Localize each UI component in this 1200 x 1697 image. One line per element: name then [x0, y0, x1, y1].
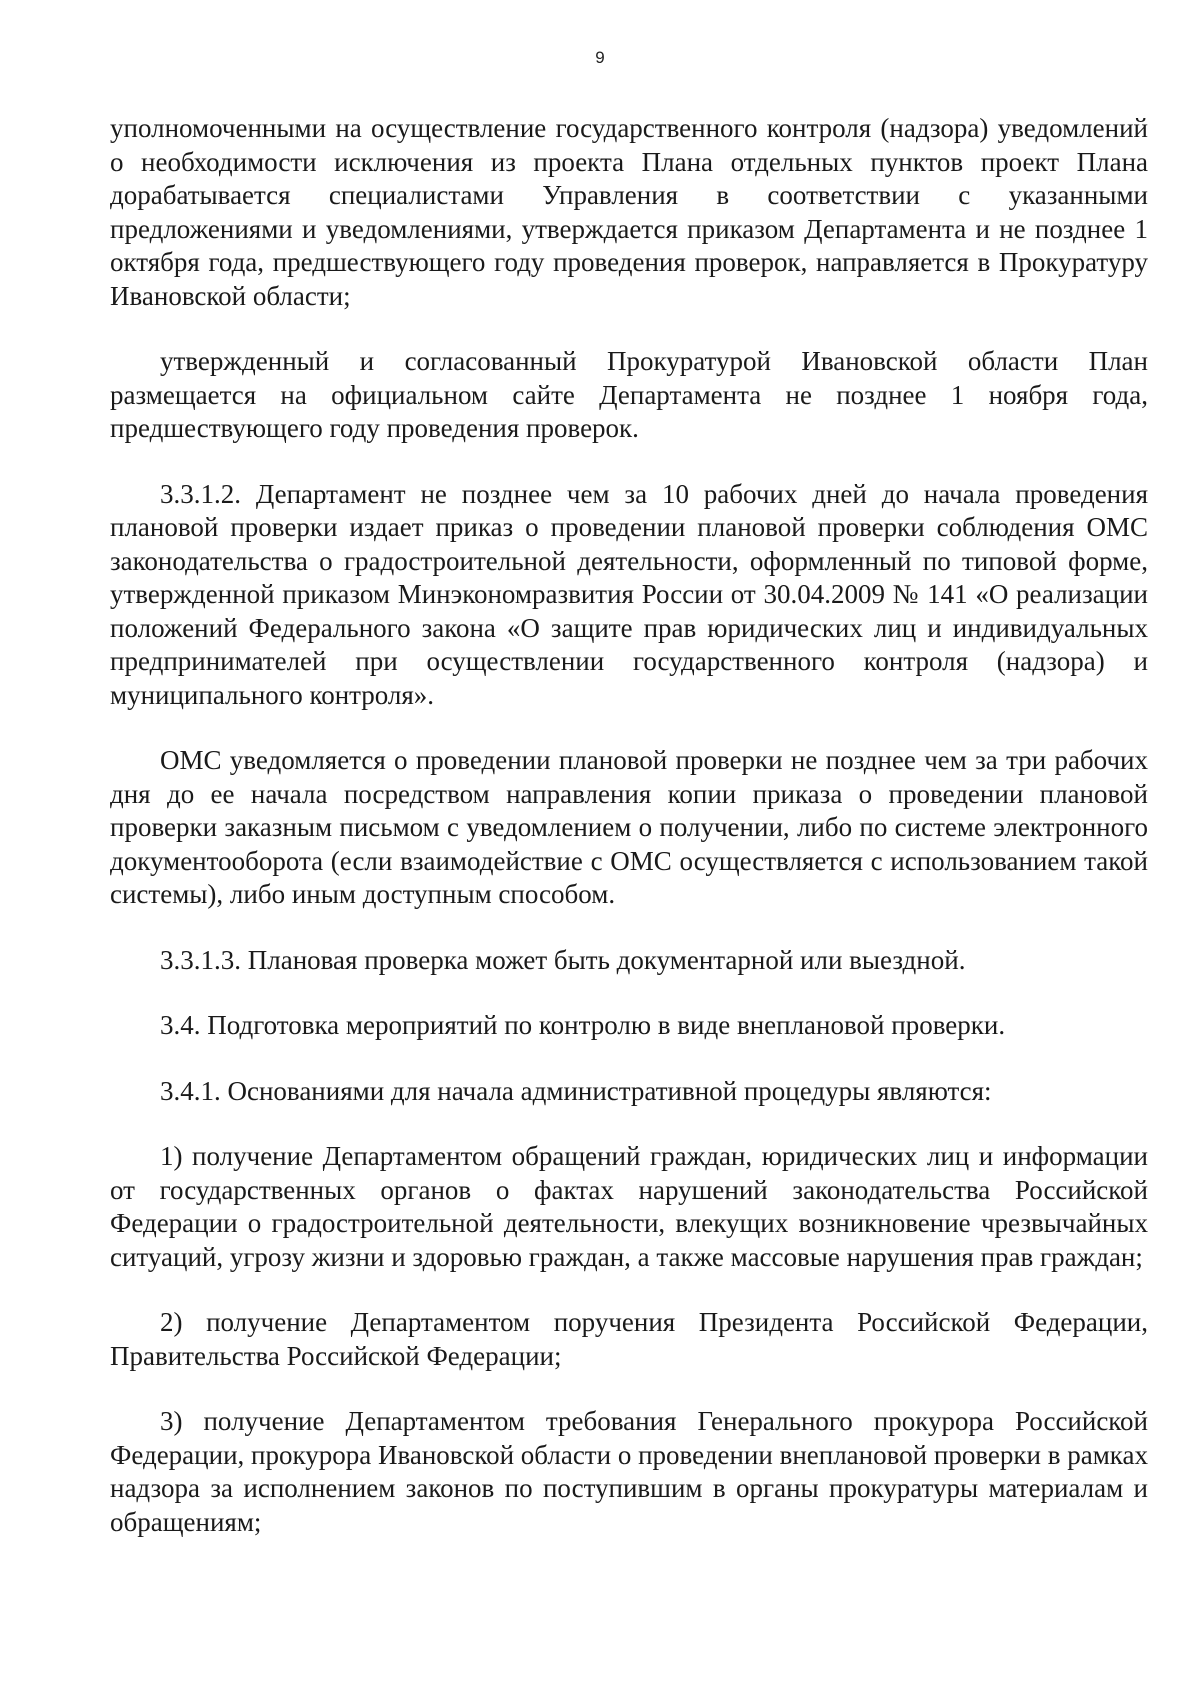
- list-item-3: 3) получение Департаментом требования Генерального прокурора Российской Федерации, прокурора Ивановской области о проведении внеплановой проверки в рамках надзора за исполнением законов по поступившим в органы прокуратуры материалам и обращениям;: [110, 1406, 1148, 1537]
- paragraph-plan-publication: утвержденный и согласованный Прокуратурой Ивановской области План размещается на официальном сайте Департамента не позднее 1 ноября года, предшествующего году проведения проверок.: [110, 346, 1148, 443]
- paragraph-oms-notification: ОМС уведомляется о проведении плановой проверки не позднее чем за три рабочих дня до ее начала посредством направления копии приказа о проведении плановой проверки заказным письмом с уведомлением о получении, либо по системе электронного документооборота (если взаимодействие с ОМС осуществляется с использованием такой системы), либо иным доступным способом.: [110, 745, 1148, 909]
- document-body: [110, 112, 1148, 1571]
- list-item-2: 2) получение Департаментом поручения Президента Российской Федерации, Правительства Российской Федерации;: [110, 1307, 1148, 1371]
- paragraph-3-3-1-2: 3.3.1.2. Департамент не позднее чем за 10 рабочих дней до начала проведения плановой проверки издает приказ о проведении плановой проверки соблюдения ОМС законодательства о градостроительной деятельности, оформленный по типовой форме, утвержденной приказом Минэкономразвития России от 30.04.2009 № 141 «О реализации положений Федерального закона «О защите прав юридических лиц и индивидуальных предпринимателей при осуществлении государственного контроля (надзора) и муниципального контроля».: [110, 478, 1148, 710]
- paragraph-3-4-1: 3.4.1. Основаниями для начала административной процедуры являются:: [160, 1075, 992, 1106]
- page-number: 9: [595, 48, 605, 67]
- paragraph-plan-revision: уполномоченными на осуществление государственного контроля (надзора) уведомлений о необходимости исключения из проекта Плана отдельных пунктов проект Плана дорабатывается специалистами Управления в соответствии с указанными предложениями и уведомлениями, утверждается приказом Департамента и не позднее 1 октября года, предшествующего году проведения проверок, направляется в Прокуратуру Ивановской области;: [110, 113, 1148, 311]
- paragraph-3-3-1-3: 3.3.1.3. Плановая проверка может быть документарной или выездной.: [160, 944, 966, 975]
- list-item-1: 1) получение Департаментом обращений граждан, юридических лиц и информации от государственных органов о фактах нарушений законодательства Российской Федерации о градостроительной деятельности, влекущих возникновение чрезвычайных ситуаций, угрозу жизни и здоровью граждан, а также массовые нарушения прав граждан;: [110, 1141, 1148, 1272]
- paragraph-3-4: 3.4. Подготовка мероприятий по контролю в виде внеплановой проверки.: [160, 1010, 1006, 1040]
